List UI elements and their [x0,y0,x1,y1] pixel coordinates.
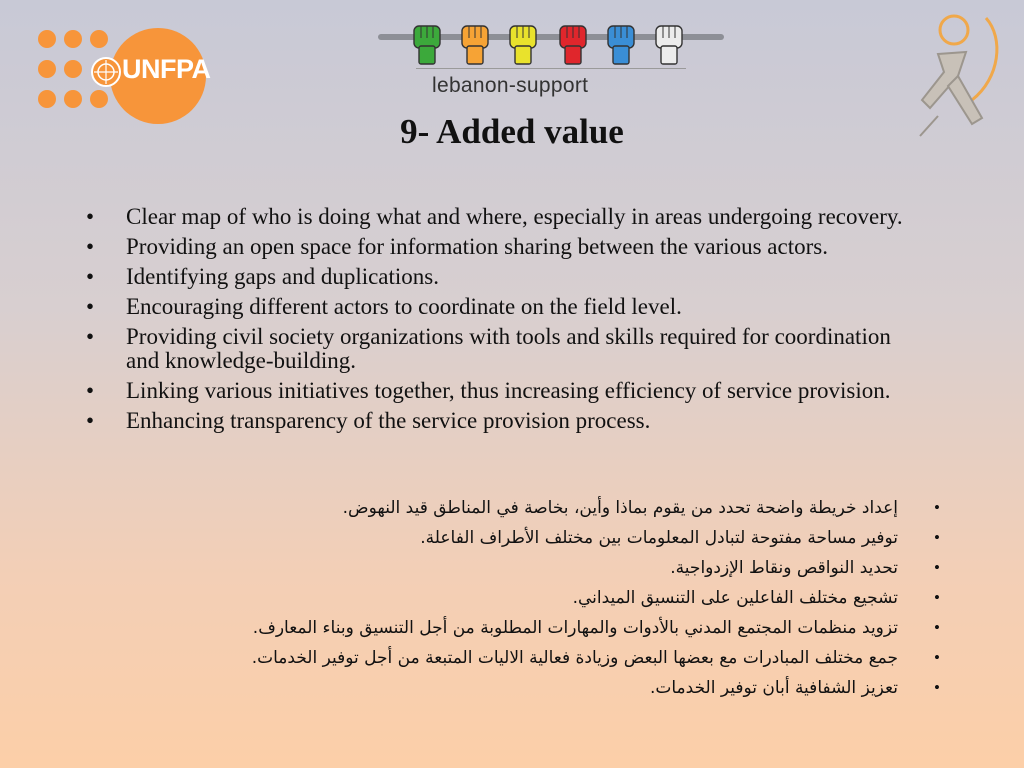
green-fist-icon [410,24,444,66]
bullet-icon: • [86,234,95,259]
list-item: • Providing an open space for information sharing between the various actors. [86,234,828,259]
list-item: • تزويد منظمات المجتمع المدني بالأدوات والمهارات المطلوبة من أجل التنسيق وبناء المعارف. [252,618,940,638]
bullet-icon: • [934,498,940,517]
arabic-bullet-list [100,496,946,706]
bullet-icon: • [86,264,95,289]
bullet-icon: • [86,378,95,403]
lebanon-support-logo [376,22,726,108]
english-bullet-list [86,205,906,439]
bullet-icon: • [934,618,940,637]
blue-fist-icon [604,24,638,66]
list-item: • Enhancing transparency of the service provision process. [86,408,651,433]
bullet-icon: • [934,648,940,667]
list-item: • Encouraging different actors to coordinate on the field level. [86,294,682,319]
list-item: • Providing civil society organizations with tools and skills required for coordination and knowledge-building. [86,324,891,373]
bullet-icon: • [86,324,95,349]
bullet-icon: • [934,588,940,607]
white-fist-icon [652,24,686,66]
bullet-icon: • [934,678,940,697]
list-item: • إعداد خريطة واضحة تحدد من يقوم بماذا وأين، بخاصة في المناطق قيد النهوض. [342,498,940,518]
orange-fist-icon [458,24,492,66]
un-emblem-icon [90,56,122,88]
list-item: • جمع مختلف المبادرات مع بعضها البعض وزيادة فعالية الاليات المتبعة من أجل توفير الخدمات. [251,648,940,668]
bullet-icon: • [86,408,95,433]
list-item: • تشجيع مختلف الفاعلين على التنسيق الميداني. [572,588,940,608]
unfpa-logo [34,26,214,112]
yellow-fist-icon [506,24,540,66]
bullet-icon: • [934,528,940,547]
bullet-icon: • [86,294,95,319]
unfpa-wordmark: UNFPA [122,54,211,84]
red-fist-icon [556,24,590,66]
list-item: • تعزيز الشفافية أبان توفير الخدمات. [649,678,940,698]
list-item: • Clear map of who is doing what and where, especially in areas undergoing recovery. [86,204,903,229]
slide-title: 9- Added value [400,112,624,151]
bullet-icon: • [86,204,95,229]
bullet-icon: • [934,558,940,577]
list-item: • توفير مساحة مفتوحة لتبادل المعلومات بين مختلف الأطراف الفاعلة. [420,528,940,548]
list-item: • Linking various initiatives together, thus increasing efficiency of service provision. [86,378,891,403]
list-item: • تحديد النواقص ونقاط الإزدواجية. [670,558,940,578]
lebanon-support-wordmark: lebanon-support [432,74,589,97]
list-item: • Identifying gaps and duplications. [86,264,439,289]
